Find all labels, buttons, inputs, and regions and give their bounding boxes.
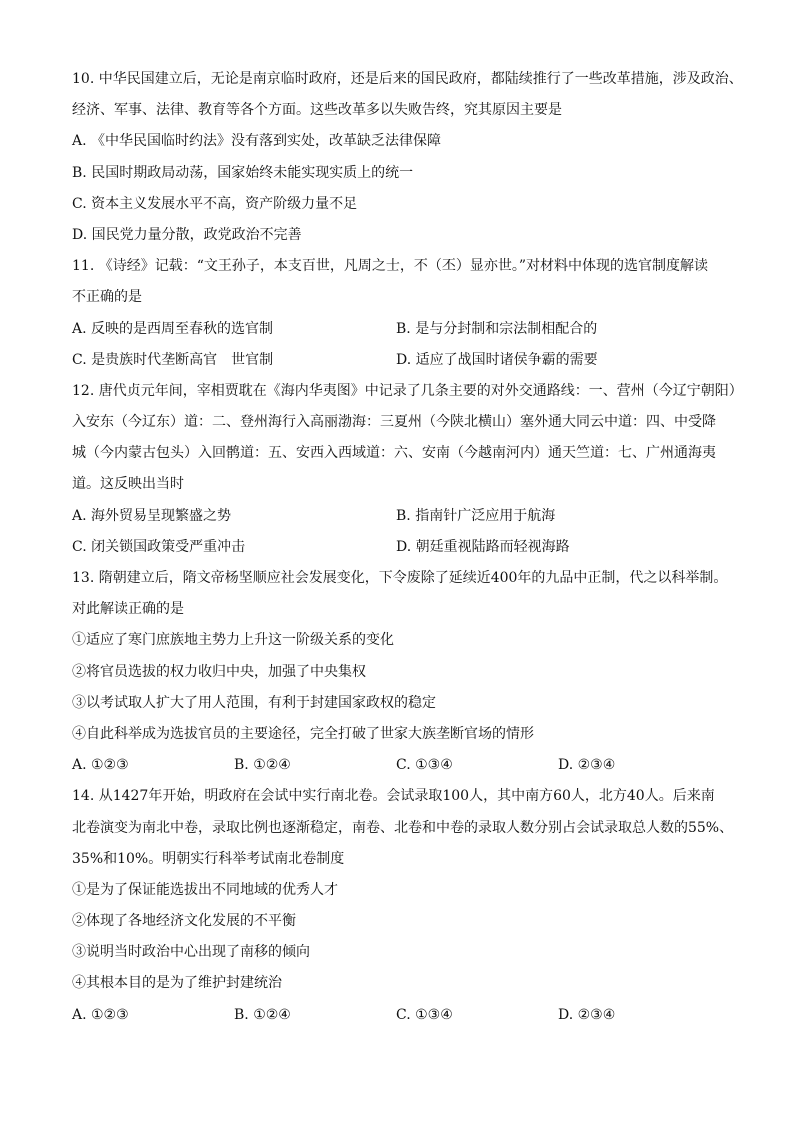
question-12: [72, 376, 743, 563]
option-d: D. ②③④: [558, 1006, 616, 1023]
question-10: [72, 64, 743, 251]
question-13: [72, 563, 732, 781]
statement-item: ④其根本目的是为了维护封建统治: [72, 975, 282, 992]
question-stem-line: 对此解读正确的是: [72, 601, 184, 618]
option-b: B. 民国时期政局动荡，国家始终未能实现实质上的统一: [72, 164, 414, 181]
exam-page: [72, 64, 743, 1031]
option-c: C. ①③④: [396, 1006, 453, 1023]
option-c: C. ①③④: [396, 757, 453, 774]
question-stem-line: 城（今内蒙古包头）入回鹘道：五、安西入西域道：六、安南（今越南河内）通天竺道：七、广州通海夷: [72, 445, 716, 462]
option-c: C. 资本主义发展水平不高，资产阶级力量不足: [72, 195, 358, 212]
statement-item: ①适应了寒门庶族地主势力上升这一阶级关系的变化: [72, 632, 394, 649]
option-row: [72, 750, 732, 781]
option-row: [72, 501, 732, 532]
question-stem-line: 北卷演变为南北中卷，录取比例也逐渐稳定，南卷、北卷和中卷的录取人数分别占会试录取总人数的55%、: [72, 819, 734, 836]
option-d: D. ②③④: [558, 757, 616, 774]
question-11: [72, 251, 732, 376]
question-stem-line: 14. 从1427年开始，明政府在会试中实行南北卷。会试录取100人，其中南方60人，北方40人。后来南: [72, 788, 715, 805]
question-stem-line: 10. 中华民国建立后，无论是南京临时政府，还是后来的国民政府，都陆续推行了一些改革措施，涉及政治、: [72, 71, 743, 87]
option-d: D. 国民党力量分散，政党政治不完善: [72, 226, 302, 243]
option-a: A. 海外贸易呈现繁盛之势: [72, 507, 232, 524]
statement-item: ②将官员选拔的权力收归中央，加强了中央集权: [72, 663, 366, 680]
option-row: [72, 345, 732, 376]
question-stem-line: 入安东（今辽东）道：二、登州海行入高丽渤海：三夏州（今陕北横山）塞外通大同云中道：四、中受降: [72, 414, 716, 431]
option-b: B. 指南针广泛应用于航海: [396, 507, 556, 524]
option-row: [72, 532, 732, 563]
option-a: A. ①②③: [72, 1006, 129, 1023]
question-stem-line: 13. 隋朝建立后，隋文帝杨坚顺应社会发展变化，下令废除了延续近400年的九品中正制，代之以科举制。: [72, 570, 728, 586]
option-a: A. ①②③: [72, 757, 129, 774]
option-b: B. ①②④: [234, 757, 291, 774]
question-stem-line: 经济、军事、法律、教育等各个方面。这些改革多以失败告终，究其原因主要是: [72, 102, 562, 119]
statement-item: ④自此科举成为选拔官员的主要途径，完全打破了世家大族垄断官场的情形: [72, 725, 534, 742]
question-stem-line: 12. 唐代贞元年间，宰相贾耽在《海内华夷图》中记录了几条主要的对外交通路线：一、营州（今辽宁朝阳）: [72, 382, 743, 399]
question-stem-line: 11. 《诗经》记载：“文王孙子，本支百世，凡周之士，不（丕）显亦世。”对材料中体现的选官制度解读: [72, 258, 709, 275]
option-d: D. 朝廷重视陆路而轻视海路: [396, 538, 570, 555]
option-b: B. 是与分封制和宗法制相配合的: [396, 320, 598, 337]
option-a: A. 反映的是西周至春秋的选官制: [72, 320, 274, 337]
question-stem-line: 不正确的是: [72, 289, 142, 306]
option-d: D. 适应了战国时诸侯争霸的需要: [396, 351, 598, 368]
option-row: [72, 314, 732, 345]
statement-item: ①是为了保证能选拔出不同地域的优秀人才: [72, 881, 338, 898]
option-c: C. 闭关锁国政策受严重冲击: [72, 538, 246, 555]
option-c: C. 是贵族时代垄断高官 世官制: [72, 351, 274, 368]
option-b: B. ①②④: [234, 1006, 291, 1023]
statement-item: ②体现了各地经济文化发展的不平衡: [72, 913, 296, 930]
statement-item: ③以考试取人扩大了用人范围，有利于封建国家政权的稳定: [72, 694, 436, 711]
statement-item: ③说明当时政治中心出现了南移的倾向: [72, 944, 310, 961]
question-stem-line: 道。这反映出当时: [72, 476, 184, 493]
option-row: [72, 1000, 732, 1031]
question-14: [72, 781, 732, 1031]
option-a: A. 《中华民国临时约法》没有落到实处，改革缺乏法律保障: [72, 133, 442, 150]
question-stem-line: 35%和10%。明朝实行科举考试南北卷制度: [72, 850, 345, 867]
